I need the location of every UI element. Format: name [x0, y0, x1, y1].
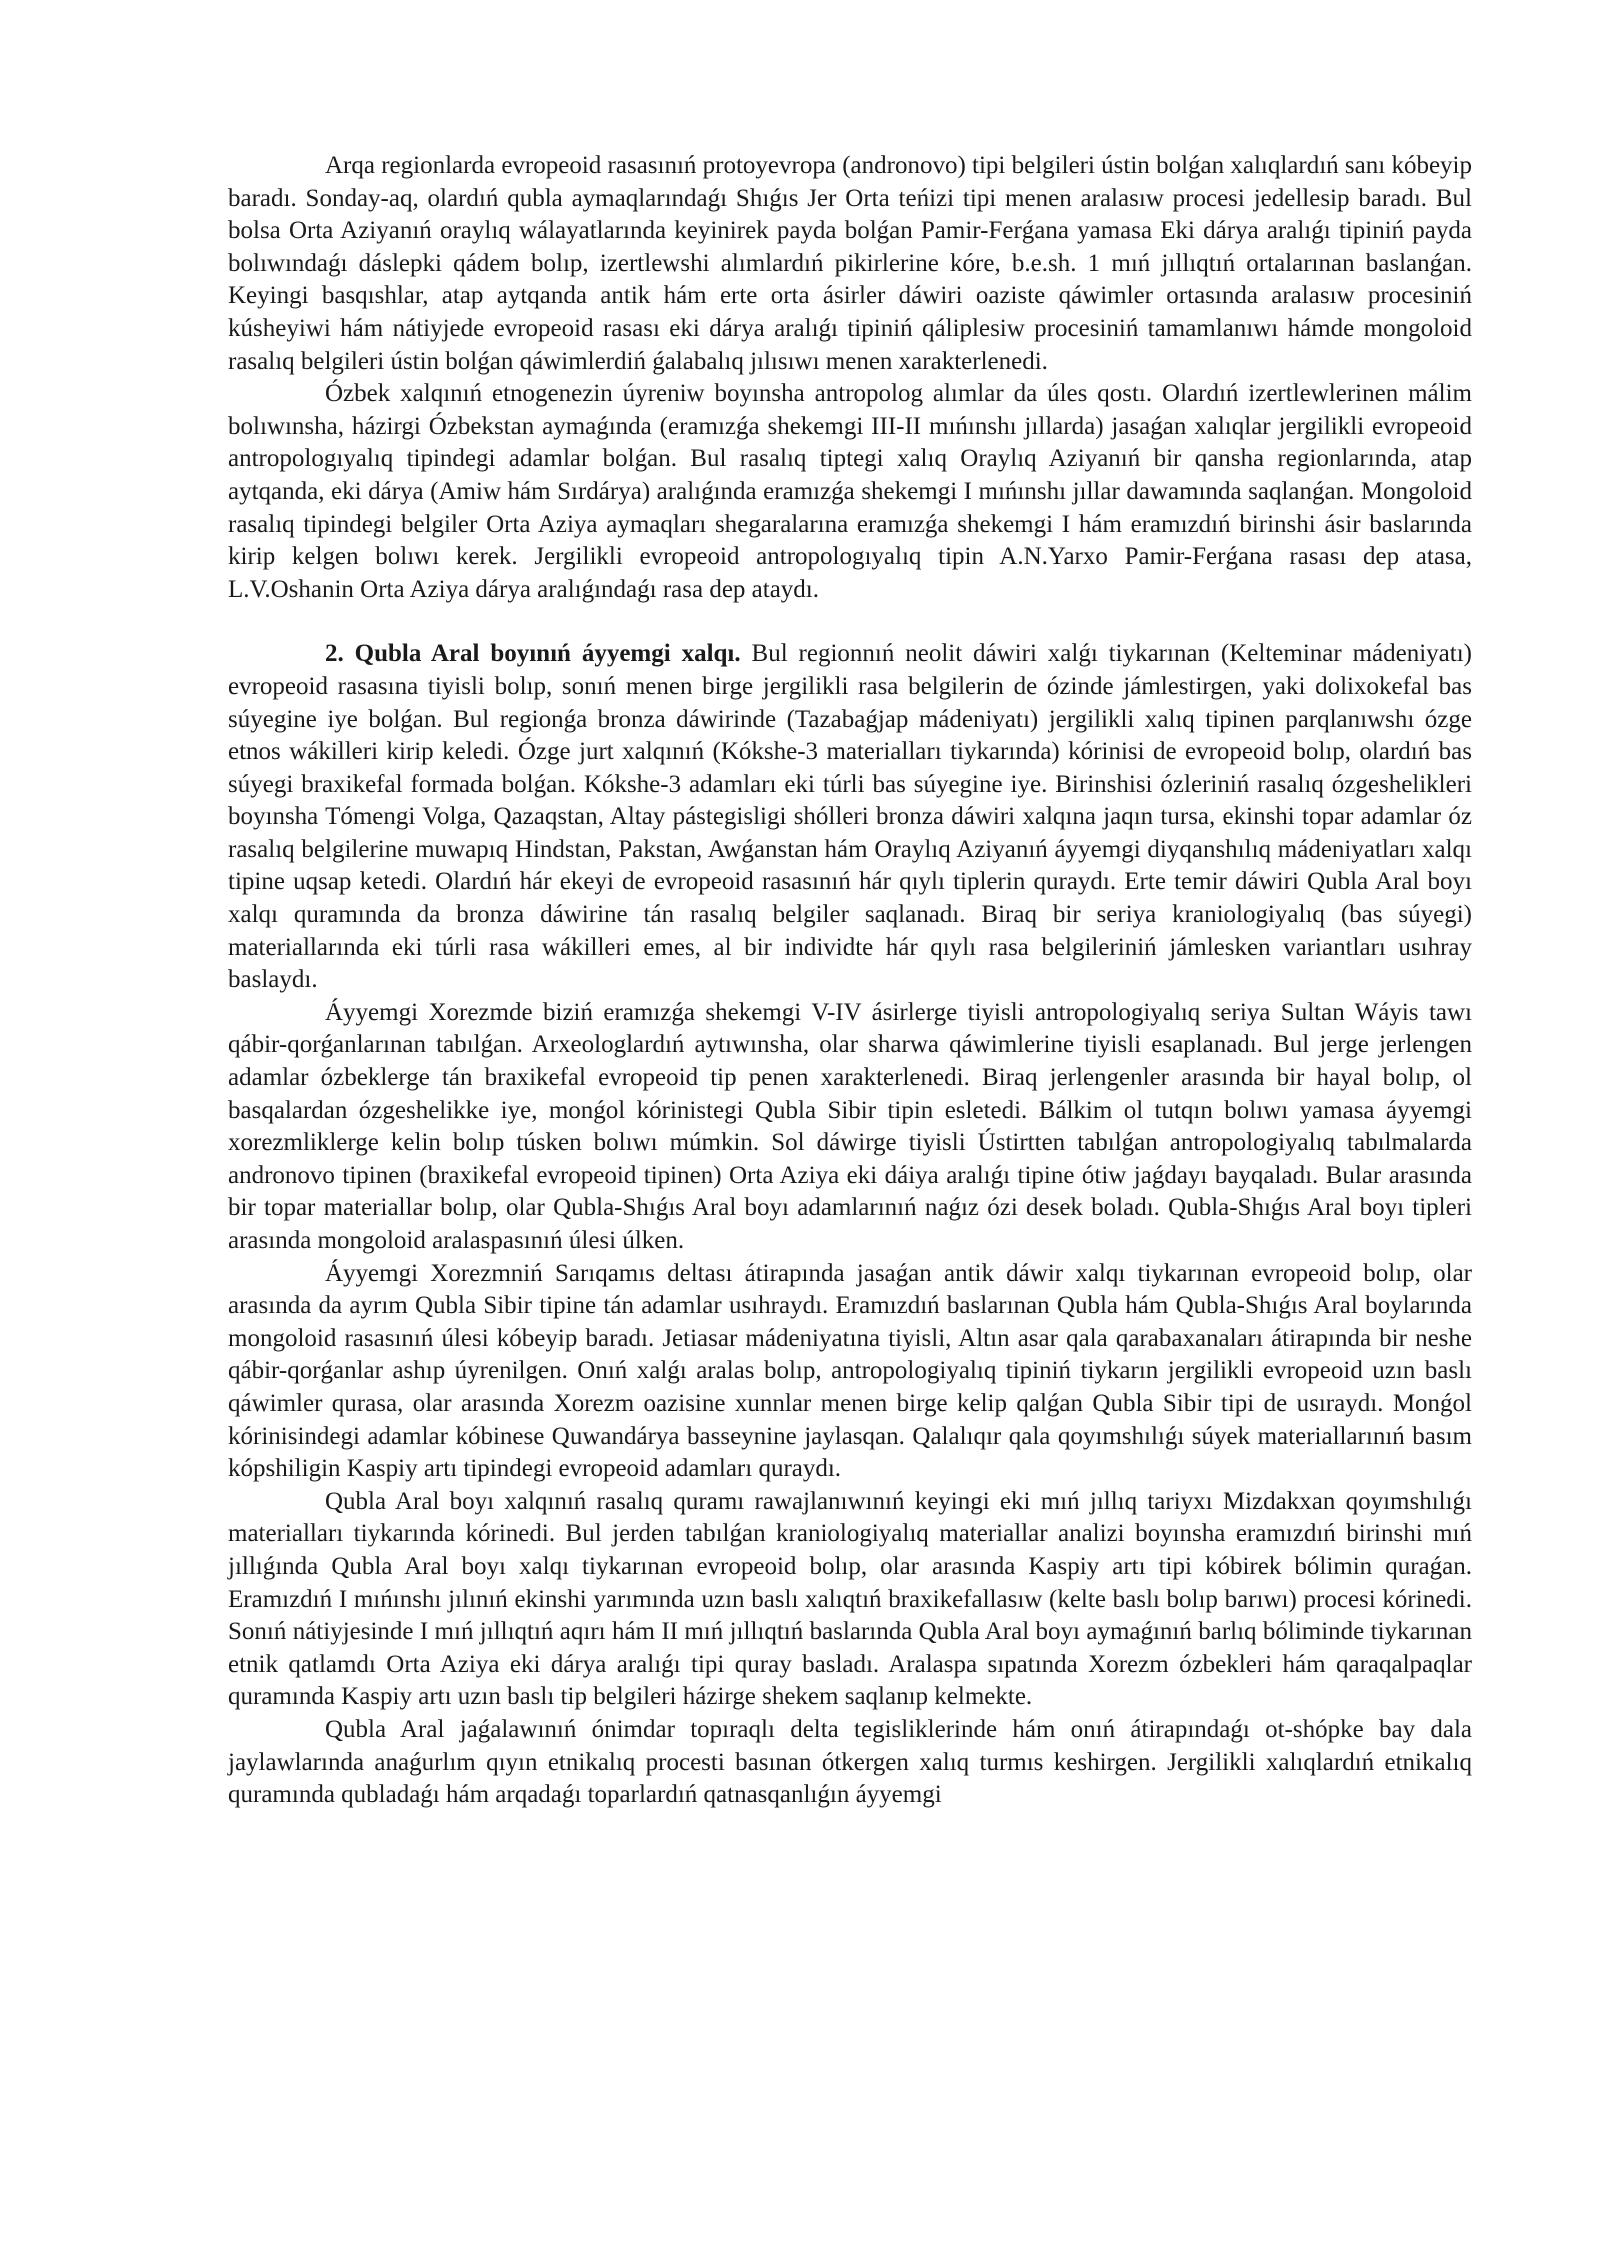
paragraph-arqa-regionlarda: Arqa regionlarda evropeoid rasasınıń protoyevropa (andronovo) tipi belgileri ústin bolǵan xalıqlardıń sanı kóbeyip baradı. Sonday-aq, olardıń qubla aymaqlarındaǵı Shıǵıs Jer Orta teńizi tipi menen aralasıw procesi jedellesip baradı. Bul bolsa Orta Aziyanıń oraylıq wálayatlarında keyinirek payda bolǵan Pamir-Ferǵana yamasa Eki dárya aralıǵı tipiniń payda bolıwındaǵı dáslepki qádem bolıp, izertlewshi alımlardıń pikirlerine kóre, b.e.sh. 1 mıń jıllıqtıń ortalarınan baslanǵan. Keyingi basqıshlar, atap aytqanda antik hám erte orta ásirler dáwiri oaziste qáwimler ortasında aralasıw procesiniń kúsheyiwi hám nátiyjede evropeoid rasası eki dárya aralıǵı tipiniń qáliplesiw procesiniń tamamlanıwı hámde mongoloid rasalıq belgileri ústin bolǵan qáwimlerdiń ǵalabalıq jılısıwı menen xarakterlenedi. [228, 152, 1472, 375]
paragraph-qubla-aral-boyi-xalqinin: Qubla Aral boyı xalqınıń rasalıq quramı rawajlanıwınıń keyingi eki mıń jıllıq tariyxı Mizdakxan qoyımshılıǵı materialları tiykarında kórinedi. Bul jerden tabılǵan kraniologiyalıq materiallar analizi boyınsha eramızdıń birinshi mıń jıllıǵında Qubla Aral boyı xalqı tiykarınan evropeoid bolıp, olar arasında Kaspiy artı tipi kóbirek bólimin quraǵan. Eramızdıń I mıńınshı jılınıń ekinshi yarımında uzın baslı xalıqtıń braxikefallasıw (kelte baslı bolıp barıwı) procesi kórinedi. Sonıń nátiyjesinde I mıń jıllıqtıń aqırı hám II mıń jıllıqtıń baslarında Qubla Aral boyı aymaǵınıń barlıq bóliminde tiykarınan etnik qatlamdı Orta Aziya eki dárya aralıǵı tipi quray basladı. Aralaspa sıpatında Xorezm ózbekleri hám qaraqalpaqlar quramında Kaspiy artı uzın baslı tip belgileri házirge shekem saqlanıp kelmekte. [228, 1487, 1472, 1711]
paragraph-qubla-aral-jagalawinin: Qubla Aral jaǵalawınıń ónimdar topıraqlı delta tegisliklerinde hám onıń átirapındaǵı ot-shópke bay dala jaylawlarında anaǵurlım qıyın etnikalıq procesti basınan ótkergen xalıq turmıs keshirgen. Jergilikli xalıqlardıń etnikalıq quramında qubladaǵı hám arqadaǵı toparlardıń qatnasqanlıǵın áyyemgi [228, 1715, 1472, 1809]
document-page [228, 150, 1472, 1812]
section-heading: 2. Qubla Aral boyınıń áyyemgi xalqı. [325, 640, 741, 668]
section-paragraph-text: Bul regionnıń neolit dáwiri xalǵı tiykarınan (Kelteminar mádeniyatı) evropeoid rasasına tiyisli bolıp, sonıń menen birge jergilikli rasa belgilerin de ózinde jámlestirgen, yaki dolixokefal bas súyegine iye bolǵan. Bul regionǵa bronza dáwirinde (Tazabaǵjap mádeniyatı) jergilikli xalıq tipinen parqlanıwshı ózge etnos wákilleri kirip keledi. Ózge jurt xalqınıń (Kókshe-3 materialları tiykarında) kórinisi de evropeoid bolıp, olardıń bas súyegi braxikefal formada bolǵan. Kókshe-3 adamları eki túrli bas súyegine iye. Birinshisi ózleriniń rasalıq ózgeshelikleri boyınsha Tómengi Volga, Qazaqstan, Altay pástegisligi shólleri bronza dáwiri xalqına jaqın tursa, ekinshi topar adamlar óz rasalıq belgilerine muwapıq Hindstan, Pakstan, Awǵanstan hám Oraylıq Aziyanıń áyyemgi diyqanshılıq mádeniyatları xalqı tipine uqsap ketedi. Olardıń hár ekeyi de evropeoid rasasınıń hár qıylı tiplerin quraydı. Erte temir dáwiri Qubla Aral boyı xalqı quramında da bronza dáwirine tán rasalıq belgiler saqlanadı. Biraq bir seriya kraniologiyalıq (bas súyegi) materiallarında eki túrli rasa wákilleri emes, al bir individte hár qıylı rasa belgileriniń jámlesken variantları usıhray baslaydı. [228, 640, 1472, 994]
paragraph-ayyemgi-xorezmde: Áyyemgi Xorezmde biziń eramızǵa shekemgi V-IV ásirlerge tiyisli antropologiyalıq seriya Sultan Wáyis tawı qábir-qorǵanlarınan tabılǵan. Arxeologlardıń aytıwınsha, olar sharwa qáwimlerine tiyisli esaplanadı. Bul jerge jerlengen adamlar ózbeklerge tán braxikefal evropeoid tip penen xarakterlenedi. Biraq jerlengenler arasında bir hayal bolıp, ol basqalardan ózgeshelikke iye, monǵol kórinistegi Qubla Sibir tipin esletedi. Bálkim ol tutqın bolıwı yamasa áyyemgi xorezmliklerge kelin bolıp túsken bolıwı múmkin. Sol dáwirge tiyisli Ústirtten tabılǵan antropologiyalıq tabılmalarda andronovo tipinen (braxikefal evropeoid tipinen) Orta Aziya eki dáiya aralıǵı tipine ótiw jaǵdayı bayqaladı. Bular arasında bir topar materiallar bolıp, olar Qubla-Shıǵıs Aral boyı adamlarınıń naǵız ózi desek boladı. Qubla-Shıǵıs Aral boyı tipleri arasında mongoloid aralaspasınıń úlesi úlken. [228, 998, 1472, 1254]
paragraph-ayyemgi-xorezmnin: Áyyemgi Xorezmniń Sarıqamıs deltası átirapında jasaǵan antik dáwir xalqı tiykarınan evropeoid bolıp, olar arasında da ayrım Qubla Sibir tipine tán adamlar usıhraydı. Eramızdıń baslarınan Qubla hám Qubla-Shıǵıs Aral boylarında mongoloid rasasınıń úlesi kóbeyip baradı. Jetiasar mádeniyatına tiyisli, Altın asar qala qarabaxanaları átirapında bir neshe qábir-qorǵanlar ashıp úyrenilgen. Onıń xalǵı aralas bolıp, antropologiyalıq tipiniń tiykarın jergilikli evropeoid uzın baslı qáwimler qurasa, olar arasında Xorezm oazisine xunnlar menen birge kelip qalǵan Qubla Sibir tipi de usıraydı. Monǵol kórinisindegi adamlar kóbinese Quwandárya basseynine jaylasqan. Qalalıqır qala qoyımshılıǵı súyek materiallarınıń basım kópshiligin Kaspiy artı tipindegi evropeoid adamları quraydı. [228, 1259, 1472, 1483]
section-paragraph-qubla-aral [228, 638, 1472, 997]
paragraph-ozbek-xalqinin: Ózbek xalqınıń etnogenezin úyreniw boyınsha antropolog alımlar da úles qostı. Olardıń izertlewlerinen málim bolıwınsha, házirgi Ózbekstan aymaǵında (eramızǵa shekemgi III-II mıńınshı jıllarda) jasaǵan xalıqlar jergilikli evropeoid antropologıyalıq tipindegi adamlar bolǵan. Bul rasalıq tiptegi xalıq Oraylıq Aziyanıń bir qansha regionlarında, atap aytqanda, eki dárya (Amiw hám Sırdárya) aralıǵında eramızǵa shekemgi I mıńınshı jıllar dawamında saqlanǵan. Mongoloid rasalıq tipindegi belgiler Orta Aziya aymaqları shegaralarına eramızǵa shekemgi I hám eramızdıń birinshi ásir baslarında kirip kelgen bolıwı kerek. Jergilikli evropeoid antropologıyalıq tipin A.N.Yarxo Pamir-Ferǵana rasası dep atasa, L.V.Oshanin Orta Aziya dárya aralıǵındaǵı rasa dep ataydı. [228, 380, 1472, 603]
section-spacer [228, 606, 1472, 638]
